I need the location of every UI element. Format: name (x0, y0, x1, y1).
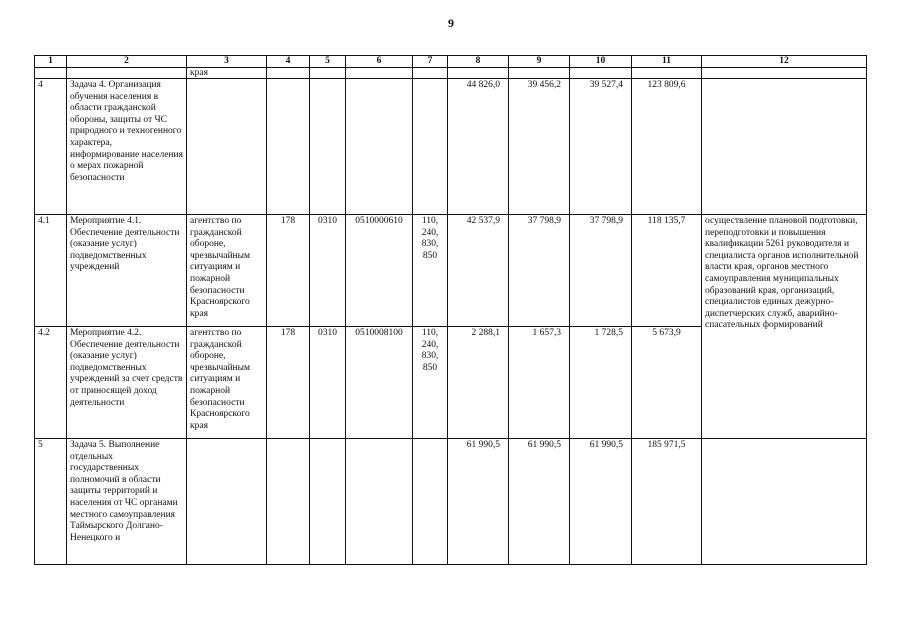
csr-cell: 0510000610 (346, 215, 413, 327)
vr-cell (413, 439, 448, 565)
rzpr-cell (310, 439, 346, 565)
vr-cell: 110, 240, 830, 850 (413, 327, 448, 439)
year1-value: 61 990,5 (448, 439, 509, 565)
table-row-continuation (35, 68, 867, 79)
vr-cell: 110, 240, 830, 850 (413, 215, 448, 327)
result-cell (702, 439, 867, 565)
vr-cell (413, 79, 448, 215)
header-cell: 1 (35, 56, 67, 68)
csr-cell (346, 439, 413, 565)
total-value: 123 809,6 (632, 79, 702, 215)
csr-cell (346, 79, 413, 215)
grbs-cell (267, 439, 310, 565)
year2-value: 39 456,2 (509, 79, 570, 215)
year3-value: 61 990,5 (570, 439, 632, 565)
header-cell: 10 (570, 56, 632, 68)
header-cell: 5 (310, 56, 346, 68)
year2-value: 1 657,3 (509, 327, 570, 439)
table-row (35, 439, 867, 565)
year1-value: 2 288,1 (448, 327, 509, 439)
year1-value: 42 537,9 (448, 215, 509, 327)
executor-cell: края (187, 68, 267, 79)
program-activities-table (34, 55, 867, 565)
executor-cell (187, 439, 267, 565)
row-number: 5 (35, 439, 67, 565)
row-number: 4.2 (35, 327, 67, 439)
header-cell: 7 (413, 56, 448, 68)
header-cell: 3 (187, 56, 267, 68)
grbs-cell: 178 (267, 327, 310, 439)
header-cell: 11 (632, 56, 702, 68)
year2-value: 61 990,5 (509, 439, 570, 565)
grbs-cell: 178 (267, 215, 310, 327)
table-row (35, 79, 867, 215)
row-name: Мероприятие 4.1. Обеспечение деятельности (оказание услуг) подведомственных учреждений (67, 215, 187, 327)
executor-cell (187, 79, 267, 215)
result-cell: осуществление плановой подготовки, переподготовки и повышения квалификации 5261 руководителя и специалиста органов исполнительной власти края, органов местного самоуправления муниципальных образований края, организаций, специалистов единых дежурно-диспетчерских служб, аварийно-спасательных формирований (702, 215, 867, 439)
result-cell (702, 79, 867, 215)
grbs-cell (267, 79, 310, 215)
table-row (35, 215, 867, 327)
csr-cell: 0510008100 (346, 327, 413, 439)
rzpr-cell: 0310 (310, 215, 346, 327)
year3-value: 39 527,4 (570, 79, 632, 215)
header-cell: 8 (448, 56, 509, 68)
row-name: Задача 5. Выполнение отдельных государственных полномочий в области защиты территорий и населения от ЧС органами местного самоуправления Таймырского Долгано-Ненецкого и (67, 439, 187, 565)
row-name: Задача 4. Организация обучения населения в области гражданской обороны, защиты от ЧС природного и техногенного характера, информирование населения о мерах пожарной безопасности (67, 79, 187, 215)
total-value: 118 135,7 (632, 215, 702, 327)
header-cell: 9 (509, 56, 570, 68)
year2-value: 37 798,9 (509, 215, 570, 327)
rzpr-cell: 0310 (310, 327, 346, 439)
executor-cell: агентство по гражданской обороне, чрезвычайным ситуациям и пожарной безопасности Красноярского края (187, 327, 267, 439)
rzpr-cell (310, 79, 346, 215)
year3-value: 37 798,9 (570, 215, 632, 327)
total-value: 185 971,5 (632, 439, 702, 565)
header-row (35, 56, 867, 68)
row-number: 4.1 (35, 215, 67, 327)
header-cell: 2 (67, 56, 187, 68)
executor-cell: агентство по гражданской обороне, чрезвычайным ситуациям и пожарной безопасности Красноярского края (187, 215, 267, 327)
year1-value: 44 826,0 (448, 79, 509, 215)
header-cell: 6 (346, 56, 413, 68)
page-number: 9 (448, 16, 454, 30)
total-value: 5 673,9 (632, 327, 702, 439)
row-name: Мероприятие 4.2. Обеспечение деятельности (оказание услуг) подведомственных учреждений за счет средств от приносящей доход деятельности (67, 327, 187, 439)
row-number: 4 (35, 79, 67, 215)
header-cell: 12 (702, 56, 867, 68)
header-cell: 4 (267, 56, 310, 68)
year3-value: 1 728,5 (570, 327, 632, 439)
